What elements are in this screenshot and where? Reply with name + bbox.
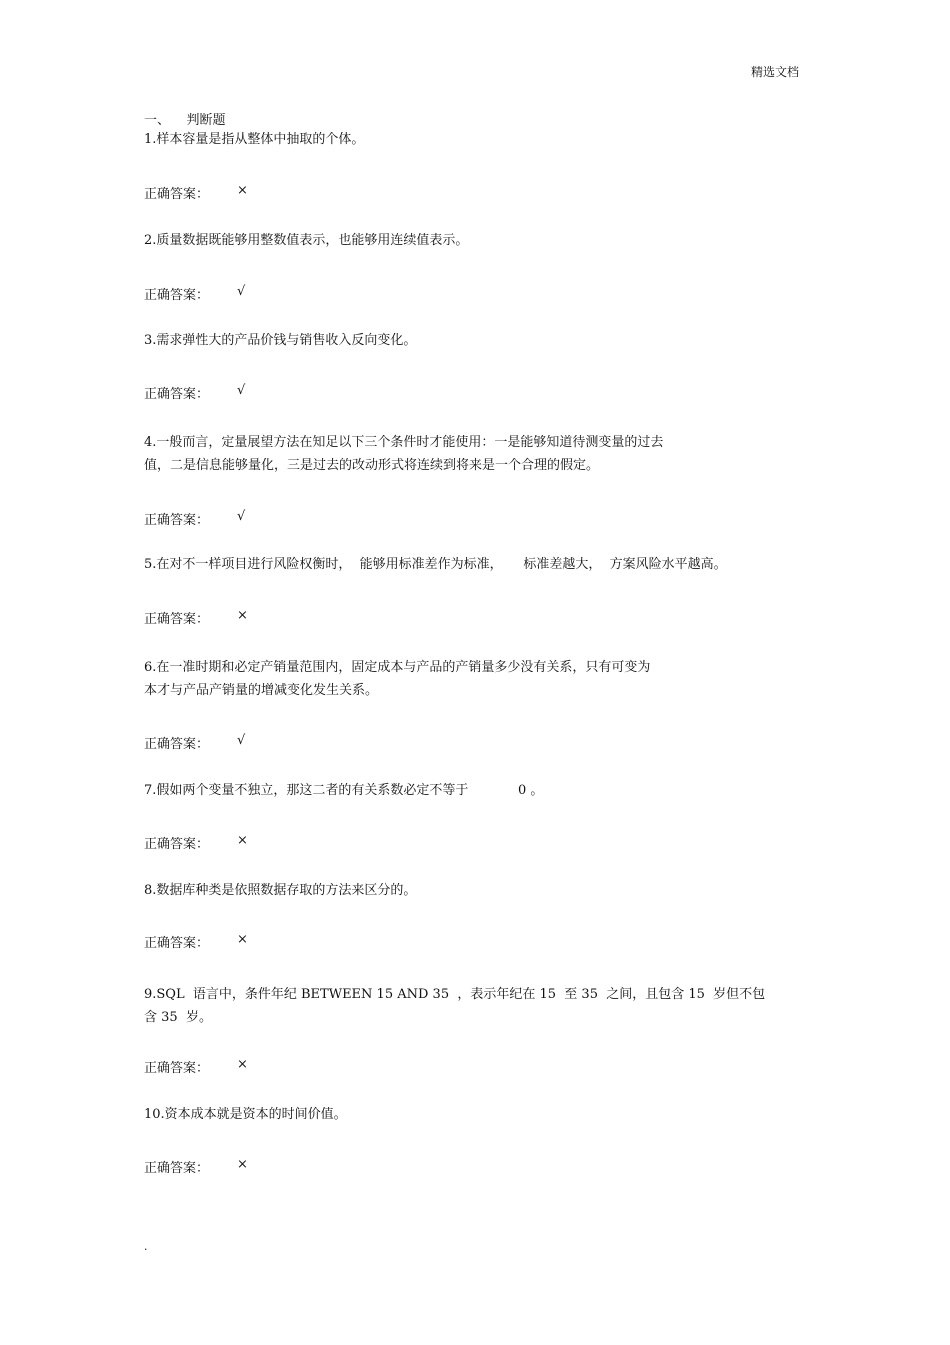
- section-title: 一、 判断题: [144, 113, 226, 128]
- question-line: 1.样本容量是指从整体中抽取的个体。: [144, 132, 365, 147]
- answer-mark: √: [237, 509, 246, 524]
- answer-label: 正确答案：: [144, 837, 210, 852]
- question-9: [144, 983, 804, 1029]
- answer-label: 正确答案：: [144, 612, 210, 627]
- answer-8: [144, 932, 248, 951]
- question-line: 9.SQL 语言中，条件年纪 BETWEEN 15 AND 35 ，表示年纪在 15 至 35 之间，且包含 15 岁但不包: [144, 987, 766, 1002]
- answer-mark: ×: [237, 833, 248, 848]
- footer-dot: .: [144, 1240, 148, 1253]
- answer-mark: ×: [237, 183, 248, 198]
- answer-label: 正确答案：: [144, 1161, 210, 1176]
- answer-1: [144, 183, 248, 202]
- answer-5: [144, 608, 248, 627]
- question-line: 值，二是信息能够量化，三是过去的改动形式将连续到将来是一个合理的假定。: [144, 458, 600, 473]
- question-10: [144, 1103, 804, 1126]
- question-line: 6.在一准时期和必定产销量范围内，固定成本与产品的产销量多少没有关系，只有可变为: [144, 660, 651, 675]
- answer-6: [144, 733, 246, 752]
- question-2: [144, 229, 804, 252]
- answer-label: 正确答案：: [144, 737, 210, 752]
- question-5: [144, 553, 804, 576]
- answer-label: 正确答案：: [144, 513, 210, 528]
- question-line: 4.一般而言，定量展望方法在知足以下三个条件时才能使用：一是能够知道待测变量的过去: [144, 435, 664, 450]
- question-1: [144, 128, 804, 151]
- answer-9: [144, 1057, 248, 1076]
- answer-7: [144, 833, 248, 852]
- answer-label: 正确答案：: [144, 1061, 210, 1076]
- question-line: 8.数据库种类是依照数据存取的方法来区分的。: [144, 883, 417, 898]
- question-line: 2.质量数据既能够用整数值表示，也能够用连续值表示。: [144, 233, 469, 248]
- answer-3: [144, 383, 246, 402]
- question-line: 本才与产品产销量的增减变化发生关系。: [144, 683, 379, 698]
- question-line: 7.假如两个变量不独立，那这二者的有关系数必定不等于 0 。: [144, 783, 544, 798]
- answer-mark: √: [237, 383, 246, 398]
- answer-mark: √: [237, 284, 246, 299]
- answer-4: [144, 509, 246, 528]
- question-3: [144, 329, 804, 352]
- answer-label: 正确答案：: [144, 187, 210, 202]
- answer-mark: √: [237, 733, 246, 748]
- question-7: [144, 779, 804, 802]
- question-line: 5.在对不一样项目进行风险权衡时， 能够用标准差作为标准， 标准差越大， 方案风险水平越高。: [144, 557, 727, 572]
- answer-label: 正确答案：: [144, 936, 210, 951]
- answer-mark: ×: [237, 608, 248, 623]
- answer-mark: ×: [237, 932, 248, 947]
- question-line: 3.需求弹性大的产品价钱与销售收入反向变化。: [144, 333, 417, 348]
- answer-label: 正确答案：: [144, 387, 210, 402]
- answer-mark: ×: [237, 1157, 248, 1172]
- question-4: [144, 431, 804, 477]
- answer-2: [144, 284, 246, 303]
- page-header: 精选文档: [751, 65, 800, 79]
- answer-label: 正确答案：: [144, 288, 210, 303]
- question-6: [144, 656, 804, 702]
- question-line: 含 35 岁。: [144, 1010, 212, 1025]
- question-line: 10.资本成本就是资本的时间价值。: [144, 1107, 347, 1122]
- answer-10: [144, 1157, 248, 1176]
- question-8: [144, 879, 804, 902]
- answer-mark: ×: [237, 1057, 248, 1072]
